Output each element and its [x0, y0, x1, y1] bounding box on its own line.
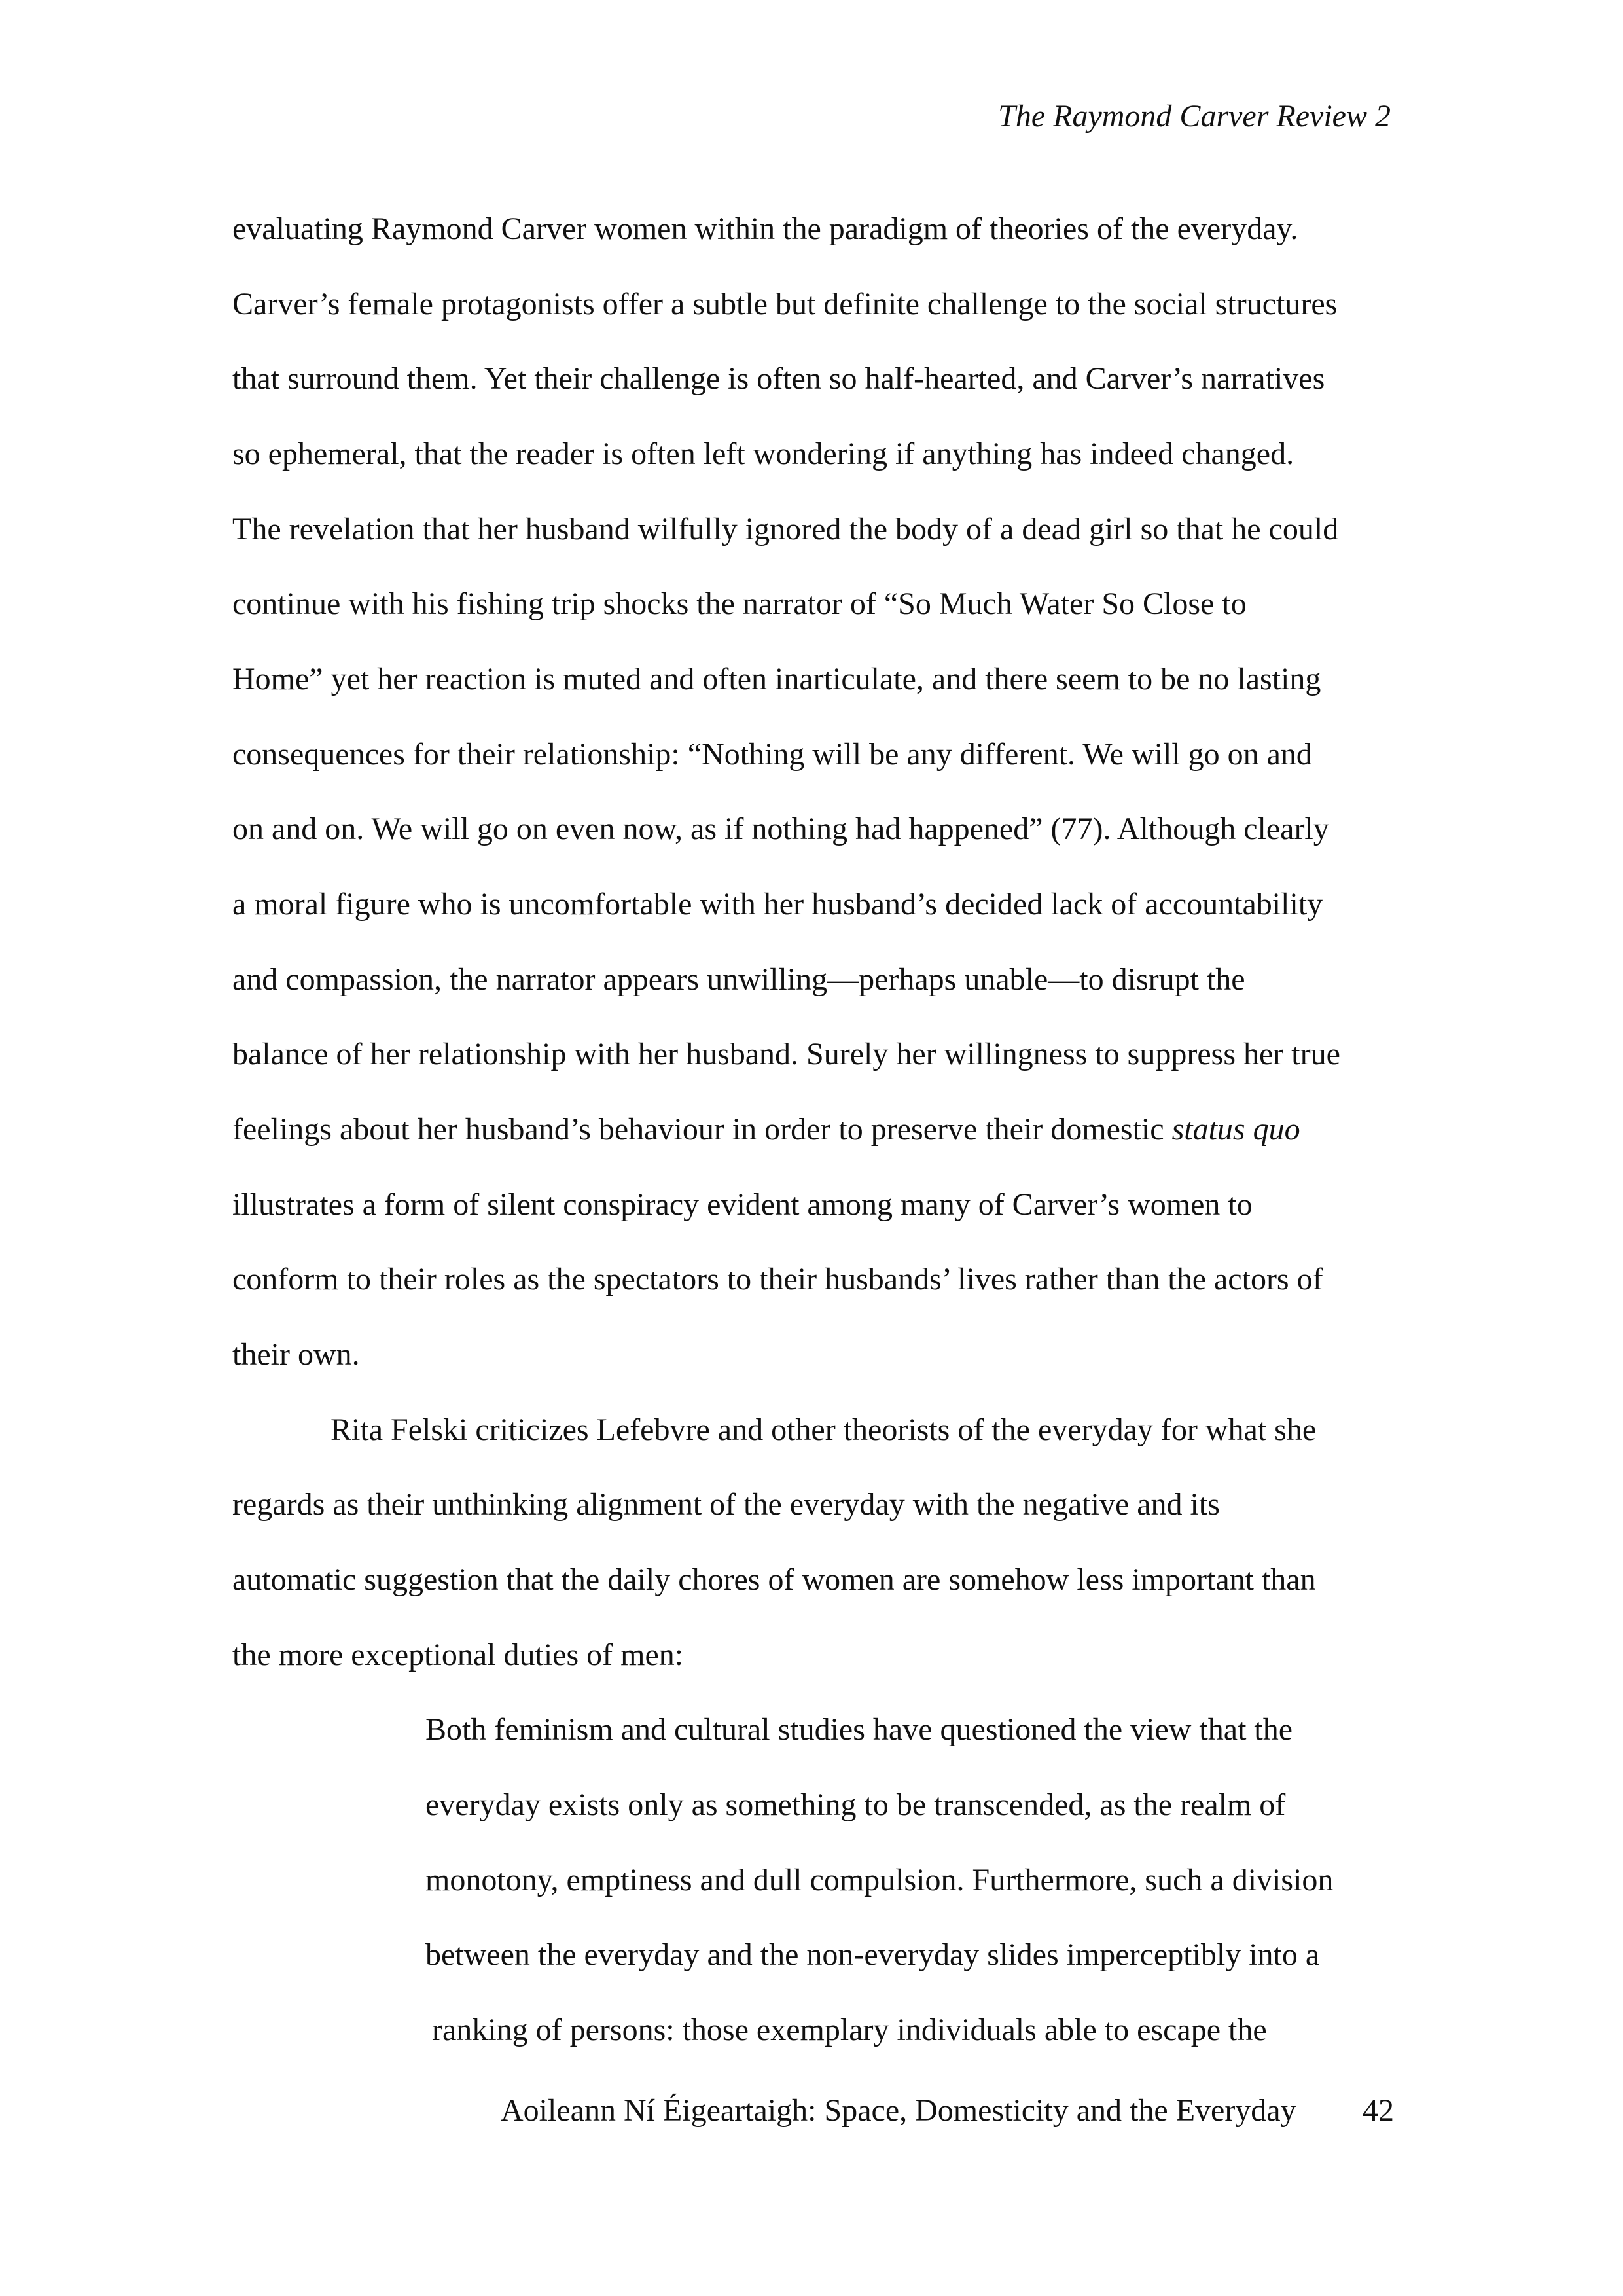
quote-line: ranking of persons: those exemplary individuals able to escape the — [432, 2013, 1267, 2047]
text-line: a moral figure who is uncomfortable with her husband’s decided lack of accountability — [232, 887, 1323, 922]
text-segment: feelings about her husband’s behaviour in order to preserve their domestic — [232, 1112, 1172, 1147]
text-line: the more exceptional duties of men: — [232, 1638, 684, 1672]
text-line: balance of her relationship with her husband. Surely her willingness to suppress her true — [232, 1037, 1340, 1071]
quote-line: Both feminism and cultural studies have questioned the view that the — [425, 1712, 1293, 1747]
text-line: on and on. We will go on even now, as if nothing had happened” (77). Although clearly — [232, 812, 1329, 846]
text-line: Home” yet her reaction is muted and often inarticulate, and there seem to be no lasting — [232, 662, 1321, 696]
text-line: consequences for their relationship: “Nothing will be any different. We will go on and — [232, 737, 1312, 772]
text-line: conform to their roles as the spectators to their husbands’ lives rather than the actors of — [232, 1262, 1323, 1297]
text-line: automatic suggestion that the daily chores of women are somehow less important than — [232, 1562, 1316, 1597]
italic-term: status quo — [1171, 1112, 1300, 1147]
text-line: their own. — [232, 1337, 360, 1372]
quote-line: between the everyday and the non-everyday slides imperceptibly into a — [425, 1937, 1320, 1972]
text-line: so ephemeral, that the reader is often left wondering if anything has indeed changed. — [232, 437, 1294, 471]
text-line: continue with his fishing trip shocks the narrator of “So Much Water So Close to — [232, 586, 1247, 621]
running-header: The Raymond Carver Review 2 — [998, 99, 1391, 134]
paragraph-first-line: Rita Felski criticizes Lefebvre and other theorists of the everyday for what she — [330, 1412, 1317, 1447]
quote-line: monotony, emptiness and dull compulsion. Furthermore, such a division — [425, 1863, 1334, 1897]
text-line: that surround them. Yet their challenge is often so half-hearted, and Carver’s narratives — [232, 361, 1325, 396]
text-line: illustrates a form of silent conspiracy evident among many of Carver’s women to — [232, 1187, 1253, 1222]
text-line — [232, 1110, 1300, 1149]
quote-line: everyday exists only as something to be transcended, as the realm of — [425, 1787, 1286, 1822]
text-line: Carver’s female protagonists offer a subtle but definite challenge to the social structures — [232, 287, 1338, 321]
text-line: regards as their unthinking alignment of the everyday with the negative and its — [232, 1487, 1220, 1522]
text-line: The revelation that her husband wilfully ignored the body of a dead girl so that he could — [232, 512, 1339, 547]
text-line: evaluating Raymond Carver women within the paradigm of theories of the everyday. — [232, 211, 1298, 246]
page-number: 42 — [1363, 2093, 1394, 2128]
text-line: and compassion, the narrator appears unwilling—perhaps unable—to disrupt the — [232, 962, 1245, 997]
running-footer: Aoileann Ní Éigeartaigh: Space, Domesticity and the Everyday — [501, 2093, 1296, 2128]
